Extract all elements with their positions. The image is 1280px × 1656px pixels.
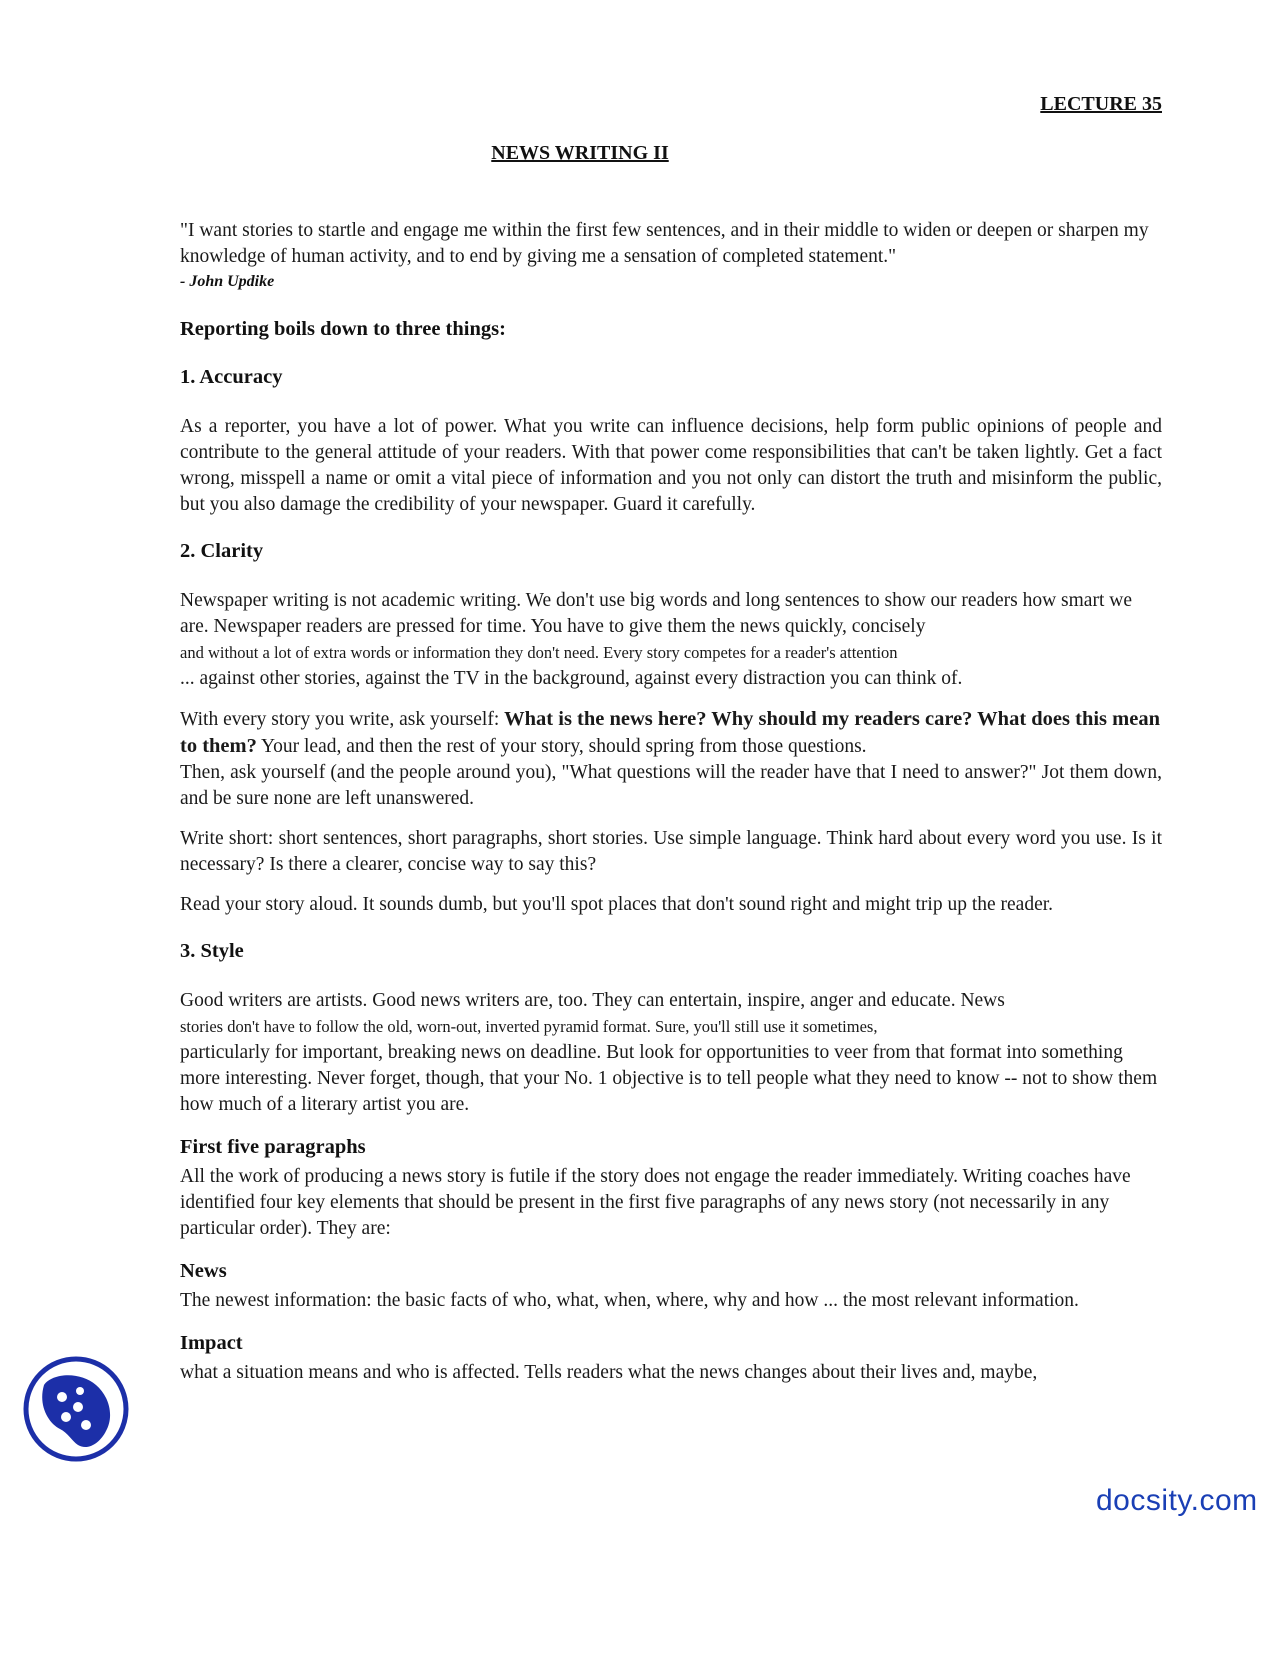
clarity-p2-then: Then, ask yourself (and the people around you), "What questions will the reader have that I need to answer?" Jot them down, and be sure none are left unanswered. <box>180 762 1162 809</box>
quote-attribution: - John Updike <box>180 273 275 290</box>
clarity-heading: 2. Clarity <box>180 540 264 562</box>
clarity-paragraph-1 <box>180 588 1162 692</box>
style-heading: 3. Style <box>180 940 244 962</box>
docsity-watermark: docsity.com <box>1096 1484 1258 1517</box>
accuracy-paragraph: As a reporter, you have a lot of power. What you write can influence decisions, help form public opinions of people and contribute to the general attitude of your readers. With that power come responsibilities that can't be taken lightly. Get a fact wrong, misspell a name or omit a vital piece of information and you not only can distort the truth and misinform the public, but you also damage the credibility of your newspaper. Guard it carefully. <box>180 416 1162 515</box>
clarity-questions-text <box>180 706 1162 760</box>
news-paragraph: The newest information: the basic facts of who, what, when, where, why and how ... the most relevant information. <box>180 1290 1079 1311</box>
impact-paragraph: what a situation means and who is affected. Tells readers what the news changes about their lives and, maybe, <box>180 1362 1038 1383</box>
opening-quote: "I want stories to startle and engage me within the first few sentences, and in their middle to widen or deepen or sharpen my knowledge of human activity, and to end by giving me a sensation of completed statement." <box>180 220 1149 267</box>
style-p1-line-a: Good writers are artists. Good news writers are, too. They can entertain, inspire, anger and educate. News <box>180 990 1005 1011</box>
intro-heading: Reporting boils down to three things: <box>180 318 506 340</box>
body-text <box>180 218 1162 1386</box>
clarity-p1-line-c: ... against other stories, against the TV in the background, against every distraction you can think of. <box>180 668 963 689</box>
clarity-p1-lines-a: Newspaper writing is not academic writing. We don't use big words and long sentences to show our readers how smart we are. Newspaper readers are pressed for time. You have to give them the news quickly, concisely <box>180 590 1132 637</box>
style-p1-line-c: particularly for important, breaking news on deadline. But look for opportunities to veer from that format into something more interesting. Never forget, though, that your No. 1 objective is to tell people what they need to know -- not to show them how much of a literary artist you are. <box>180 1042 1158 1115</box>
clarity-p2-lead: With every story you write, ask yourself: <box>180 709 505 730</box>
clarity-paragraph-4: Read your story aloud. It sounds dumb, but you'll spot places that don't sound right and might trip up the reader. <box>180 894 1054 915</box>
clarity-key-questions: What is the news here? Why should my readers care? What does this mean to them? <box>180 708 1160 757</box>
accuracy-heading: 1. Accuracy <box>180 366 283 388</box>
first-five-heading: First five paragraphs <box>180 1136 366 1158</box>
clarity-paragraph-3: Write short: short sentences, short paragraphs, short stories. Use simple language. Think hard about every word you use. Is it necessary? Is there a clearer, concise way to say this? <box>180 828 1162 875</box>
clarity-p1-line-b: and without a lot of extra words or information they don't need. Every story competes for a reader's attention <box>180 643 898 662</box>
impact-heading: Impact <box>180 1332 243 1354</box>
clarity-p2-rest: Your lead, and then the rest of your story, should spring from those questions. <box>256 736 867 757</box>
clarity-paragraph-2 <box>180 706 1162 812</box>
document-title: NEWS WRITING II <box>491 142 669 164</box>
news-heading: News <box>180 1260 227 1282</box>
style-p1-line-b: stories don't have to follow the old, worn-out, inverted pyramid format. Sure, you'll still use it sometimes, <box>180 1017 878 1036</box>
style-paragraph <box>180 988 1162 1118</box>
lecture-number: LECTURE 35 <box>1040 93 1162 115</box>
docsity-logo-icon <box>22 1355 130 1463</box>
first-five-paragraph: All the work of producing a news story is futile if the story does not engage the reader immediately. Writing coaches have identified four key elements that should be present in the first five paragraphs of any news story (not necessarily in any particular order). They are: <box>180 1166 1131 1239</box>
